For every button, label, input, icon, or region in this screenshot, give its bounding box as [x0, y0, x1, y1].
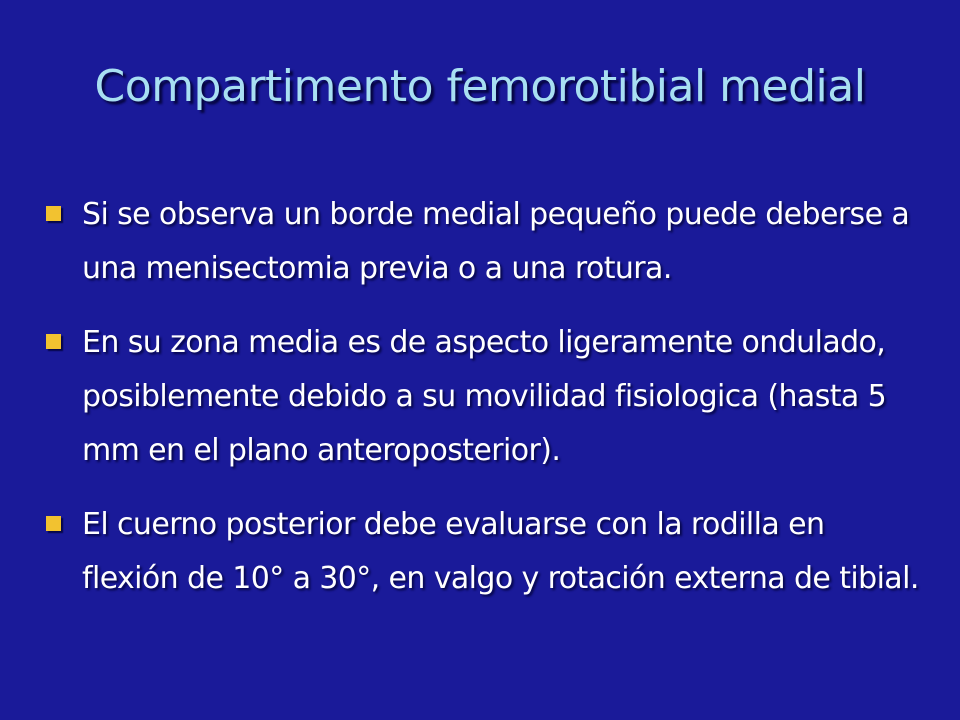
square-bullet-icon — [46, 516, 61, 531]
bullet-list — [46, 188, 926, 626]
square-bullet-icon — [46, 334, 61, 349]
bullet-text: Si se observa un borde medial pequeño puede deberse a una menisectomia previa o a una rotura. — [82, 197, 910, 286]
square-bullet-icon — [46, 206, 61, 221]
bullet-item — [46, 316, 926, 478]
bullet-item — [46, 188, 926, 296]
bullet-item — [46, 498, 926, 606]
bullet-text: En su zona media es de aspecto ligeramente ondulado, posiblemente debido a su movilidad fisiologica (hasta 5 mm en el plano anteroposterior). — [82, 325, 887, 468]
bullet-text: El cuerno posterior debe evaluarse con la rodilla en flexión de 10° a 30°, en valgo y rotación externa de tibial. — [82, 507, 919, 596]
slide-title: Compartimento femorotibial medial — [94, 61, 866, 112]
